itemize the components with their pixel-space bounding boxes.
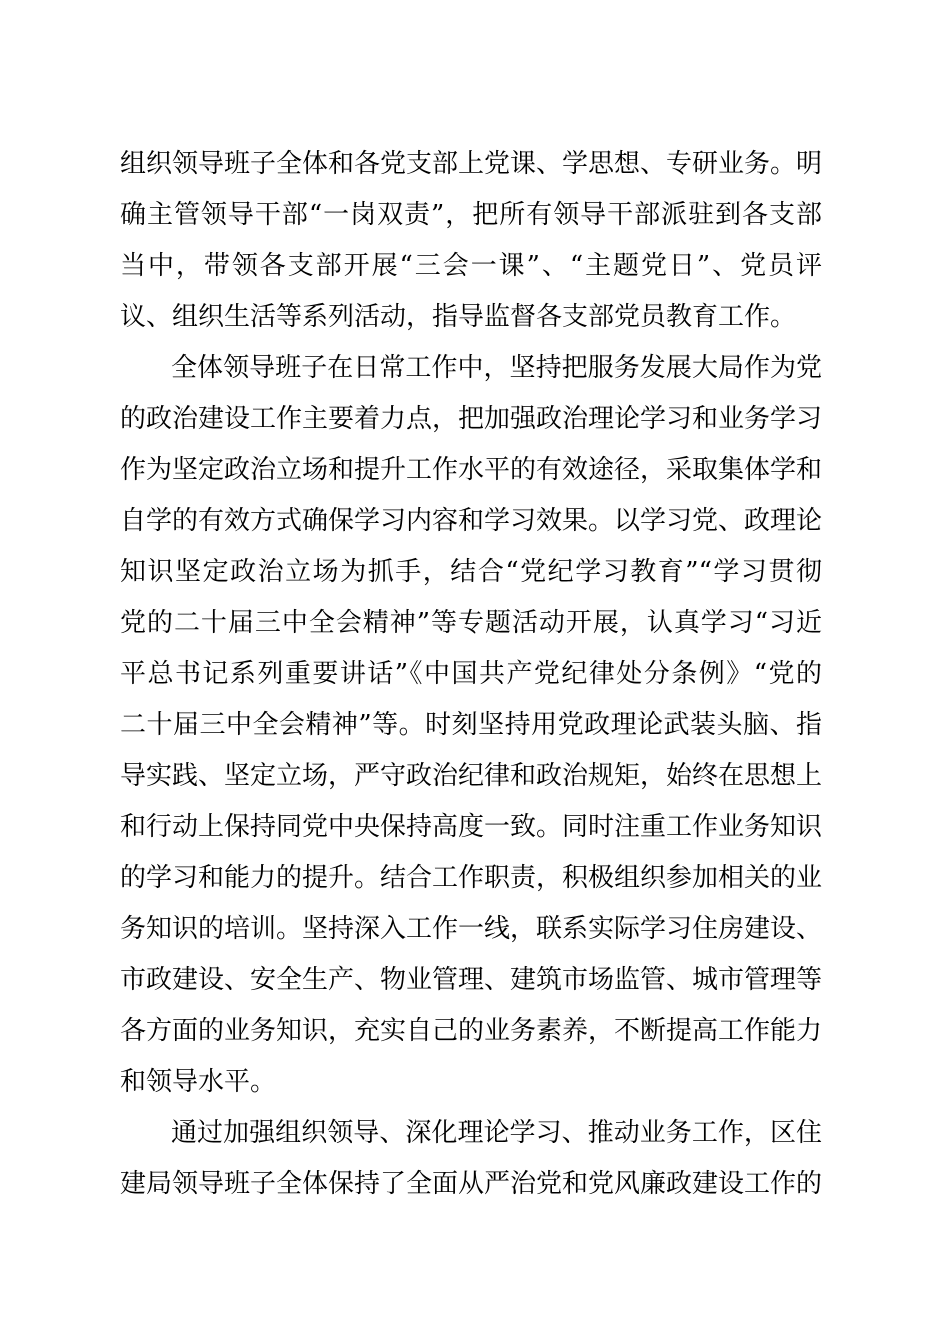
paragraph-first-line: 通过加强组织领导、深化理论学习、推动业务工作，区住	[171, 1118, 822, 1148]
text-line: 自学的有效方式确保学习内容和学习效果。以学习党、政理论	[120, 506, 823, 536]
text-line: 和领导水平。	[120, 1067, 277, 1097]
text-line: 作为坚定政治立场和提升工作水平的有效途径，采取集体学和	[120, 455, 823, 485]
text-line: 组织领导班子全体和各党支部上党课、学思想、专研业务。明	[120, 149, 823, 179]
text-line: 知识坚定政治立场为抓手，结合“党纪学习教育”“学习贯彻	[120, 557, 822, 587]
text-line: 议、组织生活等系列活动，指导监督各支部党员教育工作。	[120, 302, 797, 332]
text-line: 各方面的业务知识，充实自己的业务素养，不断提高工作能力	[120, 1016, 823, 1046]
text-line: 建局领导班子全体保持了全面从严治党和党风廉政建设工作的	[120, 1169, 823, 1199]
text-line: 市政建设、安全生产、物业管理、建筑市场监管、城市管理等	[120, 965, 823, 995]
text-line: 党的二十届三中全会精神”等专题活动开展，认真学习“习近	[120, 608, 822, 638]
text-line: 二十届三中全会精神”等。时刻坚持用党政理论武装头脑、指	[120, 710, 822, 740]
text-line: 的学习和能力的提升。结合工作职责，积极组织参加相关的业	[120, 863, 823, 893]
text-line: 和行动上保持同党中央保持高度一致。同时注重工作业务知识	[120, 812, 823, 842]
text-line: 导实践、坚定立场，严守政治纪律和政治规矩，始终在思想上	[120, 761, 823, 791]
text-line: 当中，带领各支部开展“三会一课”、“主题党日”、党员评	[120, 251, 822, 281]
text-line: 平总书记系列重要讲话”《中国共产党纪律处分条例》“党的	[120, 659, 822, 689]
paragraph-first-line: 全体领导班子在日常工作中，坚持把服务发展大局作为党	[171, 353, 822, 383]
text-line: 务知识的培训。坚持深入工作一线，联系实际学习住房建设、	[120, 914, 823, 944]
text-line: 确主管领导干部“一岗双责”，把所有领导干部派驻到各支部	[120, 200, 822, 230]
text-line: 的政治建设工作主要着力点，把加强政治理论学习和业务学习	[120, 404, 823, 434]
